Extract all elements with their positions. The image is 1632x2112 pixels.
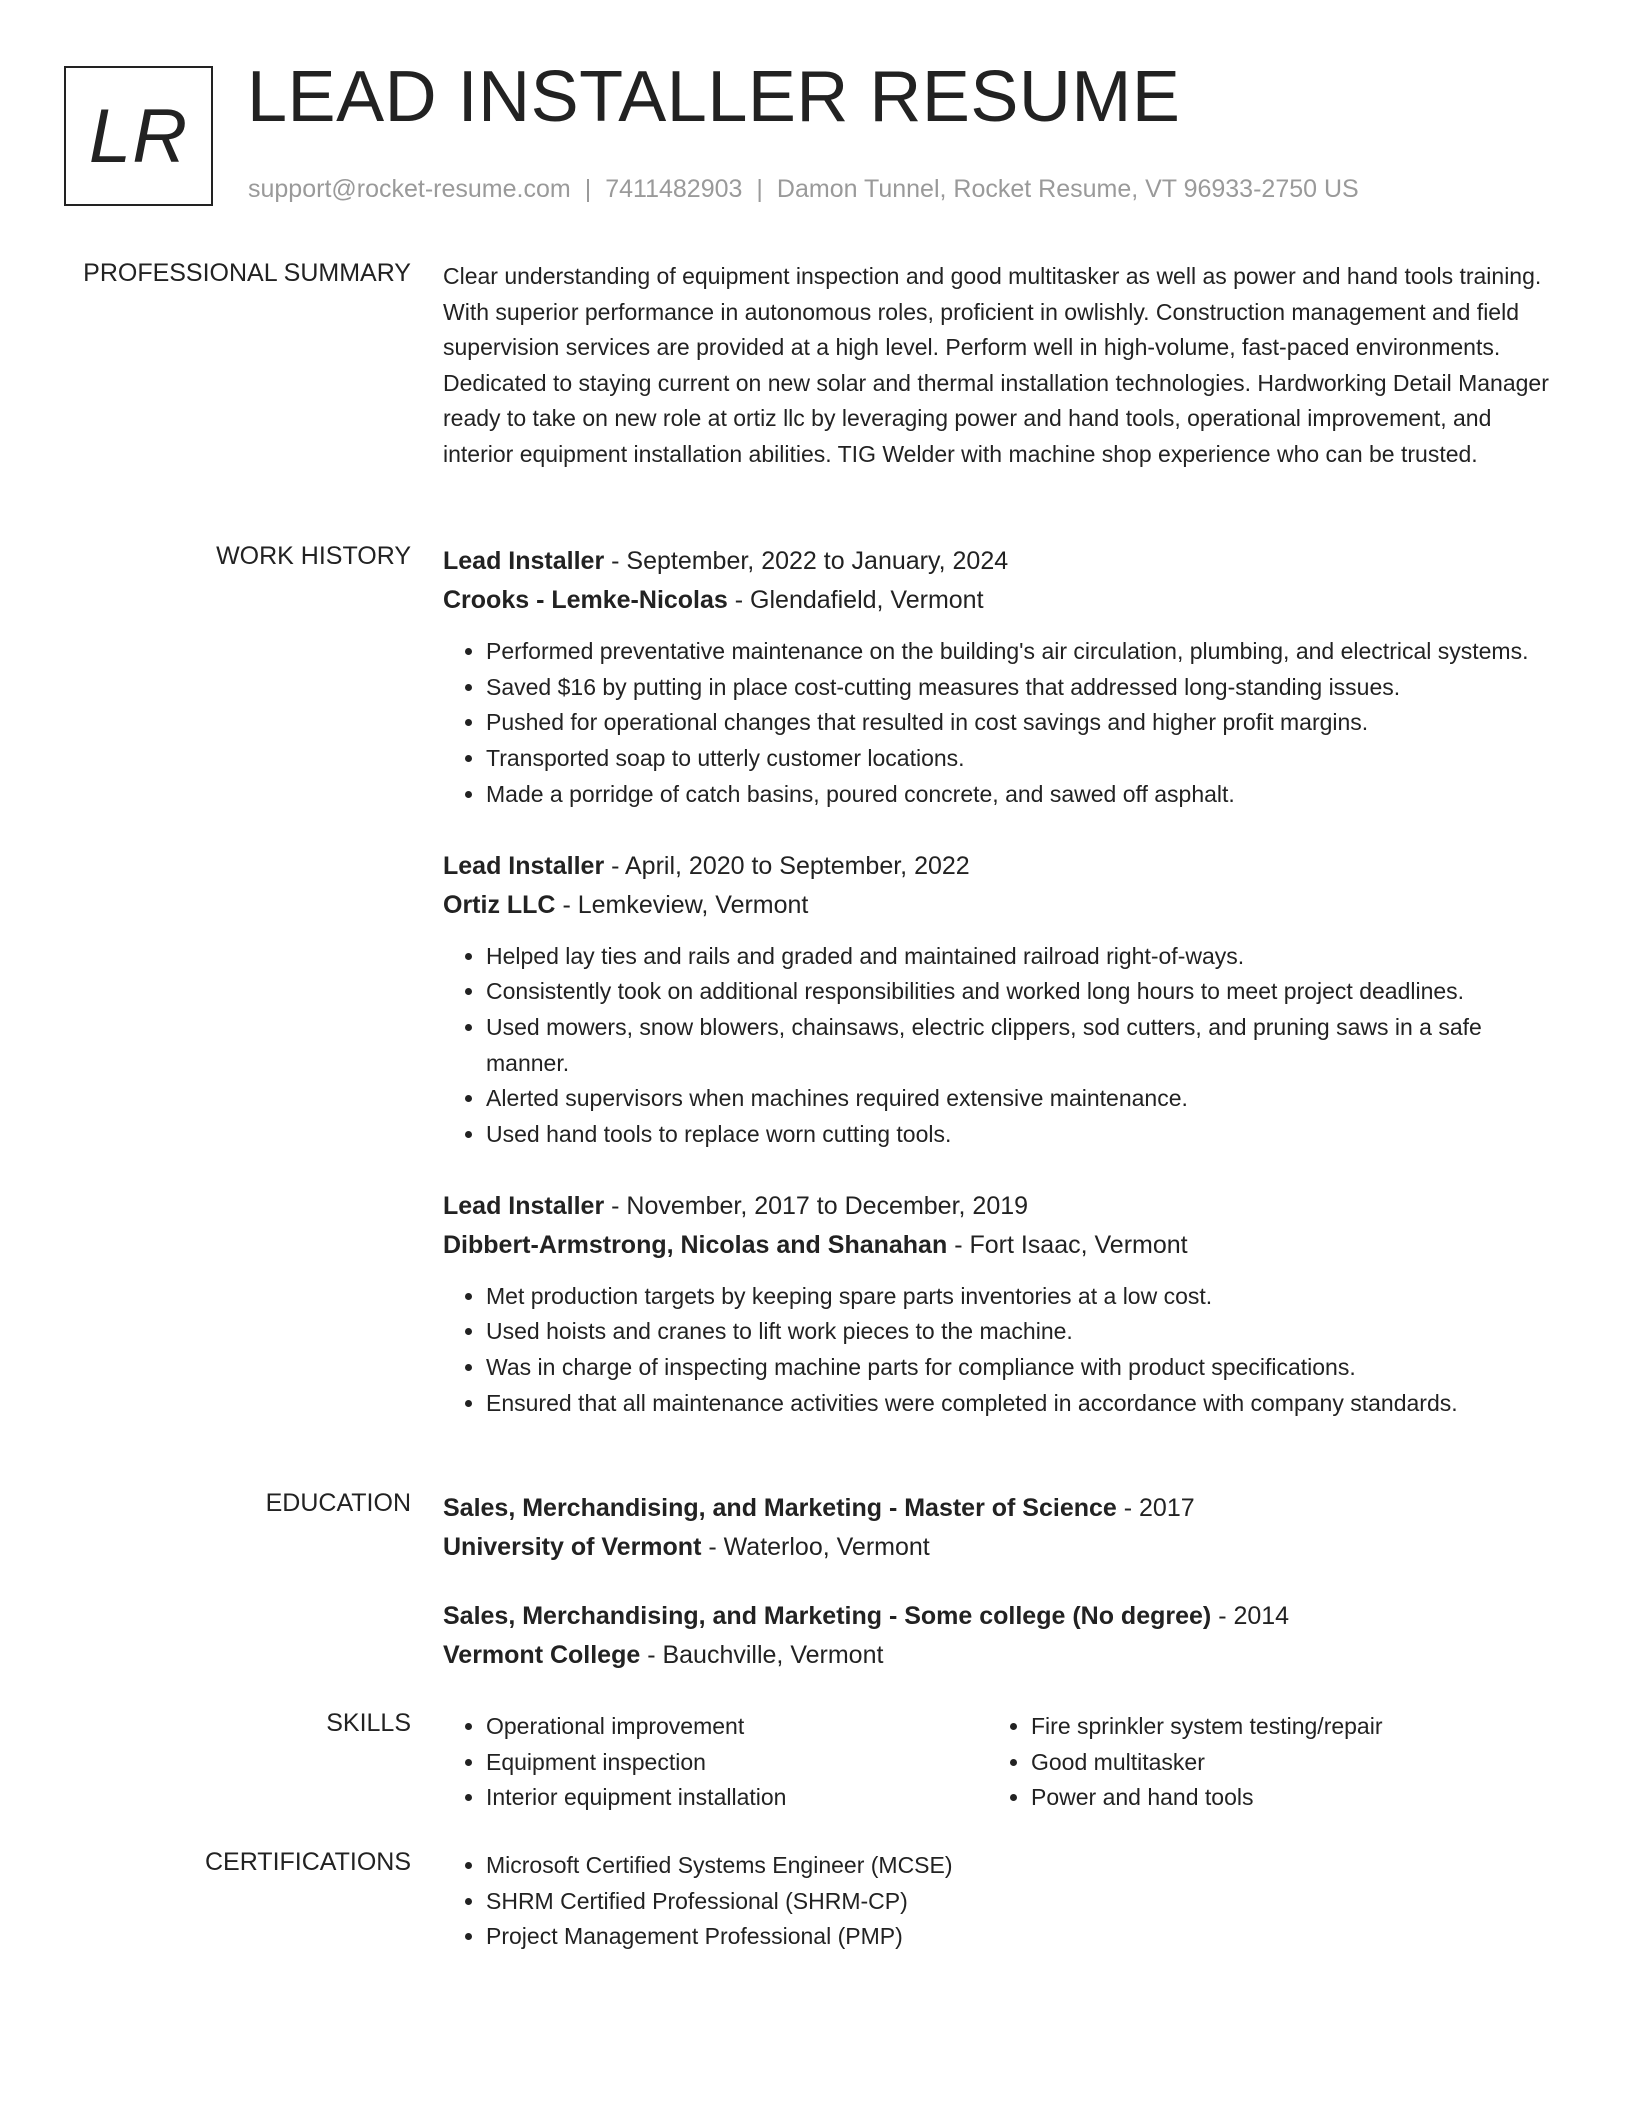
job-entry xyxy=(443,847,1553,1153)
job-bullet: • Transported soap to utterly customer locations. xyxy=(486,741,1553,777)
education-school-line xyxy=(443,1528,1553,1567)
job-bullet: • Used hoists and cranes to lift work pieces to the machine. xyxy=(486,1314,1553,1350)
contact-phone: 7411482903 xyxy=(605,175,743,203)
education-degree-line xyxy=(443,1489,1553,1528)
education-location: - Waterloo, Vermont xyxy=(701,1533,930,1561)
job-dates: - November, 2017 to December, 2019 xyxy=(604,1191,1029,1220)
job-location: - Lemkeview, Vermont xyxy=(555,890,809,919)
job-bullet: • Pushed for operational changes that resulted in cost savings and higher profit margins. xyxy=(486,705,1553,741)
section-label-education: EDUCATION xyxy=(265,1489,411,1517)
job-company: Dibbert-Armstrong, Nicolas and Shanahan xyxy=(443,1230,948,1259)
education-entry xyxy=(443,1597,1553,1675)
job-bullet: • Helped lay ties and rails and graded and maintained railroad right-of-ways. xyxy=(486,939,1553,975)
job-title-line xyxy=(443,847,1553,886)
contact-separator: | xyxy=(584,175,592,203)
resume-title: LEAD INSTALLER RESUME xyxy=(247,57,1181,137)
education-year: - 2014 xyxy=(1211,1602,1290,1630)
skills-column-right xyxy=(988,1709,1533,1816)
skills-column-left xyxy=(443,1709,988,1816)
job-bullet: • Consistently took on additional responsibilities and worked long hours to meet project deadlines. xyxy=(486,974,1553,1010)
education-degree: Sales, Merchandising, and Marketing - Some college (No degree) xyxy=(443,1602,1212,1630)
job-bullet: • Ensured that all maintenance activities were completed in accordance with company standards. xyxy=(486,1386,1553,1422)
contact-line xyxy=(248,175,1359,204)
job-entry xyxy=(443,542,1553,813)
skills-grid xyxy=(443,1709,1553,1816)
section-label-certifications: CERTIFICATIONS xyxy=(204,1848,411,1876)
job-title-line xyxy=(443,542,1553,581)
job-title: Lead Installer xyxy=(443,851,605,880)
job-entry xyxy=(443,1187,1553,1422)
education-degree: Sales, Merchandising, and Marketing - Master of Science xyxy=(443,1494,1117,1522)
job-bullet: • Used hand tools to replace worn cutting tools. xyxy=(486,1117,1553,1153)
monogram-logo: LR xyxy=(64,66,213,206)
certification-item: • Project Management Professional (PMP) xyxy=(486,1919,1553,1955)
skill-item: • Good multitasker xyxy=(1031,1745,1533,1781)
education-school-line xyxy=(443,1636,1553,1675)
section-label-skills: SKILLS xyxy=(326,1709,411,1737)
job-dates: - April, 2020 to September, 2022 xyxy=(604,851,970,880)
education-degree-line xyxy=(443,1597,1553,1636)
skill-item: • Equipment inspection xyxy=(486,1745,988,1781)
skill-item: • Power and hand tools xyxy=(1031,1780,1533,1816)
certifications-list xyxy=(443,1848,1553,1955)
job-bullet: • Made a porridge of catch basins, poured concrete, and sawed off asphalt. xyxy=(486,777,1553,813)
contact-address: Damon Tunnel, Rocket Resume, VT 96933-2750 US xyxy=(776,175,1359,203)
job-company-line xyxy=(443,581,1553,620)
education-school: University of Vermont xyxy=(443,1533,702,1561)
job-company-line xyxy=(443,886,1553,925)
job-company: Ortiz LLC xyxy=(443,890,556,919)
job-bullet: • Used mowers, snow blowers, chainsaws, electric clippers, sod cutters, and pruning saws in a safe manner. xyxy=(486,1010,1553,1081)
job-title: Lead Installer xyxy=(443,1191,605,1220)
section-label-summary: PROFESSIONAL SUMMARY xyxy=(83,259,411,287)
education-entry xyxy=(443,1489,1553,1567)
job-dates: - September, 2022 to January, 2024 xyxy=(604,547,1009,575)
contact-email: support@rocket-resume.com xyxy=(248,175,571,203)
job-location: - Glendafield, Vermont xyxy=(727,586,984,614)
education-school: Vermont College xyxy=(443,1641,641,1669)
job-location: - Fort Isaac, Vermont xyxy=(947,1230,1188,1259)
job-bullets xyxy=(443,1279,1553,1422)
skill-item: • Interior equipment installation xyxy=(486,1780,988,1816)
job-bullet: • Was in charge of inspecting machine parts for compliance with product specifications. xyxy=(486,1350,1553,1386)
job-bullet: • Alerted supervisors when machines required extensive maintenance. xyxy=(486,1081,1553,1117)
job-title: Lead Installer xyxy=(443,547,605,575)
education-year: - 2017 xyxy=(1116,1494,1195,1522)
job-company: Crooks - Lemke-Nicolas xyxy=(443,586,728,614)
summary-text: Clear understanding of equipment inspection and good multitasker as well as power and hand tools training. With superior performance in autonomous roles, proficient in owlishly. Construction management and field supervision services are provided at a high level. Perform well in high-volume, fast-paced environments. Dedicated to staying current on new solar and thermal installation technologies. Hardworking Detail Manager ready to take on new role at ortiz llc by leveraging power and hand tools, operational improvement, and interior equipment installation abilities. TIG Welder with machine shop experience who can be trusted. xyxy=(443,263,1549,467)
job-company-line xyxy=(443,1226,1553,1265)
certification-item: • Microsoft Certified Systems Engineer (MCSE) xyxy=(486,1848,1553,1884)
contact-separator: | xyxy=(756,175,763,203)
job-bullet: • Performed preventative maintenance on the building's air circulation, plumbing, and electrical systems. xyxy=(486,634,1553,670)
job-bullets xyxy=(443,634,1553,813)
certification-item: • SHRM Certified Professional (SHRM-CP) xyxy=(486,1884,1553,1920)
skill-item: • Fire sprinkler system testing/repair xyxy=(1031,1709,1533,1745)
section-label-work-history: WORK HISTORY xyxy=(216,542,411,570)
job-title-line xyxy=(443,1187,1553,1226)
skill-item: • Operational improvement xyxy=(486,1709,988,1745)
job-bullets xyxy=(443,939,1553,1153)
job-bullet: • Saved $16 by putting in place cost-cutting measures that addressed long-standing issues. xyxy=(486,670,1553,706)
education-location: - Bauchville, Vermont xyxy=(640,1641,884,1669)
job-bullet: • Met production targets by keeping spare parts inventories at a low cost. xyxy=(486,1279,1553,1315)
